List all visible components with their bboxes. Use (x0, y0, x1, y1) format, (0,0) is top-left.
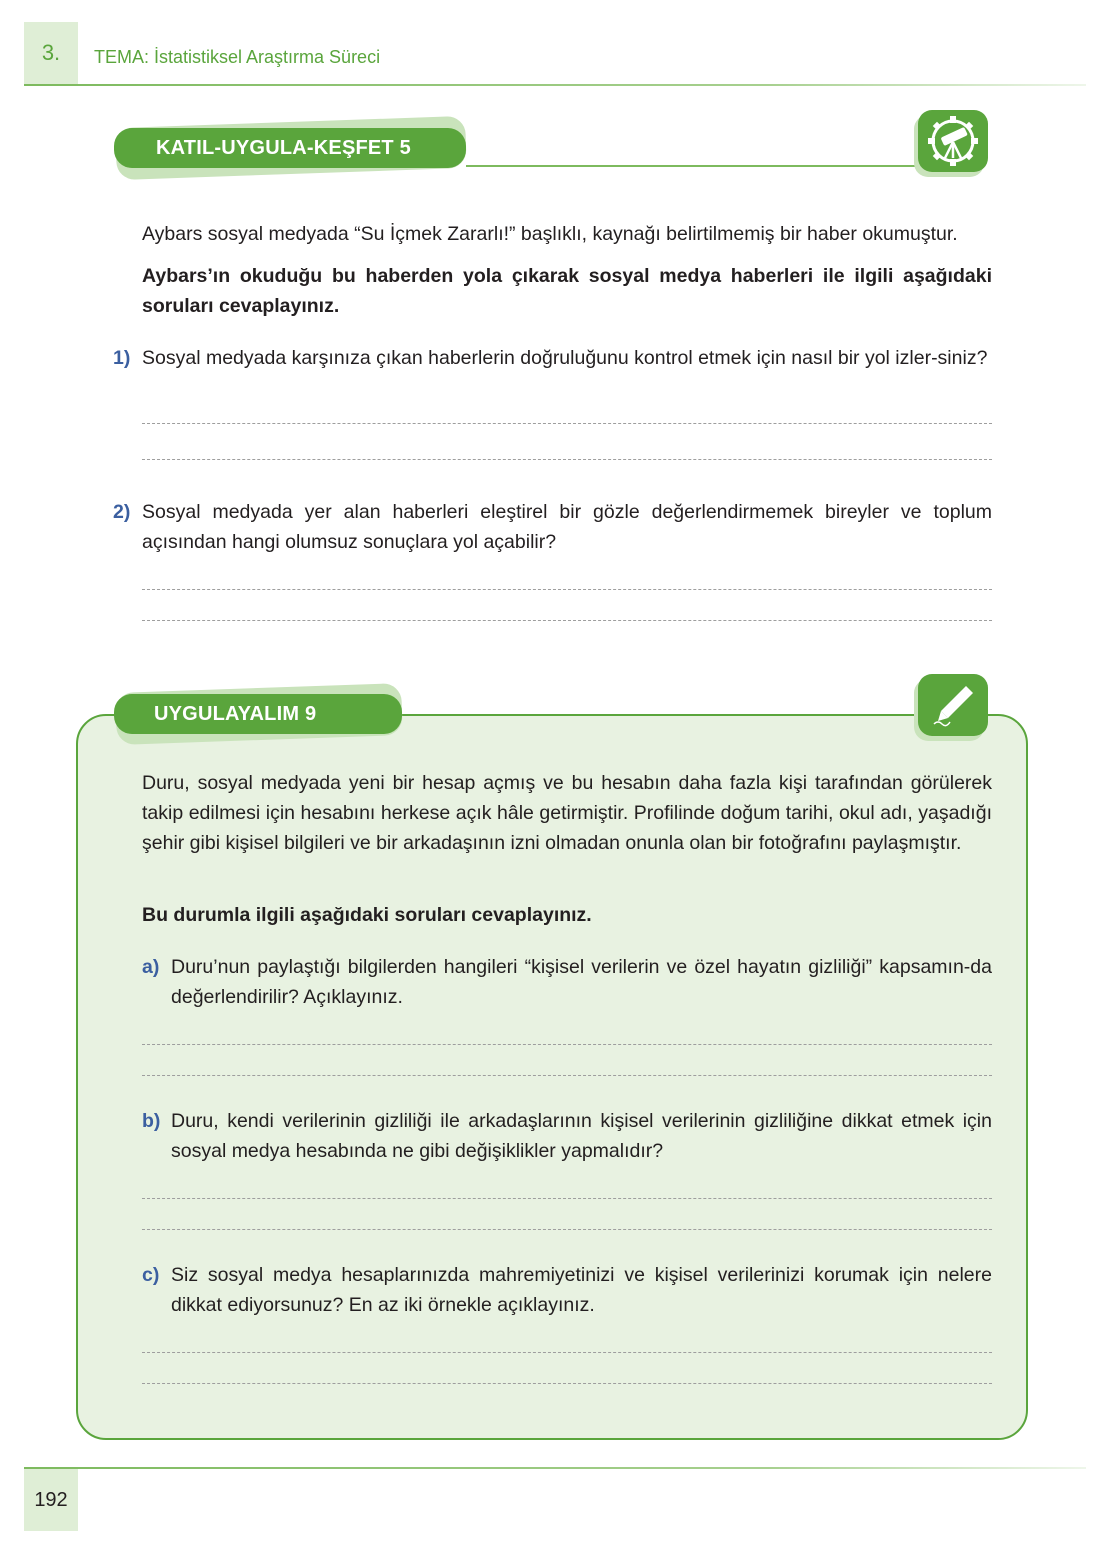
section2-instruction: Bu durumla ilgili aşağıdaki soruları cevaplayınız. (142, 904, 592, 926)
answer-line[interactable] (142, 459, 992, 460)
pencil-icon (918, 674, 988, 736)
theme-title: TEMA: İstatistiksel Araştırma Süreci (94, 47, 381, 67)
answer-line[interactable] (142, 1229, 992, 1230)
question-number: 2) (113, 501, 131, 523)
section1-instruction: Aybars’ın okuduğu bu haberden yola çıkarak sosyal medya haberleri ile ilgili aşağıdaki soruları cevaplayınız. (142, 265, 992, 317)
question-text: Duru’nun paylaştığı bilgilerden hangileri “kişisel verilerin ve özel hayatın gizliliği” kapsamın-da değerlendirilir? Açıklayınız. (171, 956, 992, 1008)
telescope-gear-icon (918, 110, 988, 172)
question-number: a) (142, 956, 160, 978)
section1-intro: Aybars sosyal medyada “Su İçmek Zararlı!” başlıklı, kaynağı belirtilmemiş bir haber okumuştur. (142, 223, 958, 245)
question-number: b) (142, 1110, 161, 1132)
answer-line[interactable] (142, 1352, 992, 1353)
footer-divider (24, 1467, 1086, 1469)
section2-title: UYGULAYALIM 9 (114, 694, 402, 734)
answer-line[interactable] (142, 1383, 992, 1384)
answer-line[interactable] (142, 589, 992, 590)
question-number: 1) (113, 347, 131, 369)
section1-title: KATIL-UYGULA-KEŞFET 5 (114, 128, 466, 168)
question-text: Sosyal medyada yer alan haberleri eleştirel bir gözle değerlendirmemek bireyler ve toplum açısından hangi olumsuz sonuçlara yol açabilir? (142, 501, 992, 553)
header-divider (24, 84, 1086, 86)
answer-line[interactable] (142, 1198, 992, 1199)
question-number: c) (142, 1264, 160, 1286)
question-text: Duru, kendi verilerinin gizliliği ile arkadaşlarının kişisel verilerinin gizliliğine dikkat etmek için sosyal medya hesabında ne gibi değişiklikler yapmalıdır? (171, 1110, 992, 1162)
question-text: Siz sosyal medya hesaplarınızda mahremiyetinizi ve kişisel verilerinizi korumak için nelere dikkat ediyorsunuz? En az iki örnekle açıklayınız. (171, 1264, 992, 1316)
answer-line[interactable] (142, 1044, 992, 1045)
chapter-number: 3. (24, 22, 78, 84)
page-number: 192 (24, 1469, 78, 1531)
answer-line[interactable] (142, 423, 992, 424)
question-text: Sosyal medyada karşınıza çıkan haberlerin doğruluğunu kontrol etmek için nasıl bir yol izler-siniz? (142, 347, 988, 369)
answer-line[interactable] (142, 1075, 992, 1076)
answer-line[interactable] (142, 620, 992, 621)
section1-rule (466, 165, 918, 167)
section2-intro: Duru, sosyal medyada yeni bir hesap açmış ve bu hesabın daha fazla kişi tarafından görülerek takip edilmesi için hesabını herkese açık hâle getirmiştir. Profilinde doğum tarihi, okul adı, yaşadığı şehir gibi kişisel bilgileri ve bir arkadaşının izni olmadan onunla olan bir fotoğrafını paylaşmıştır. (142, 772, 992, 854)
